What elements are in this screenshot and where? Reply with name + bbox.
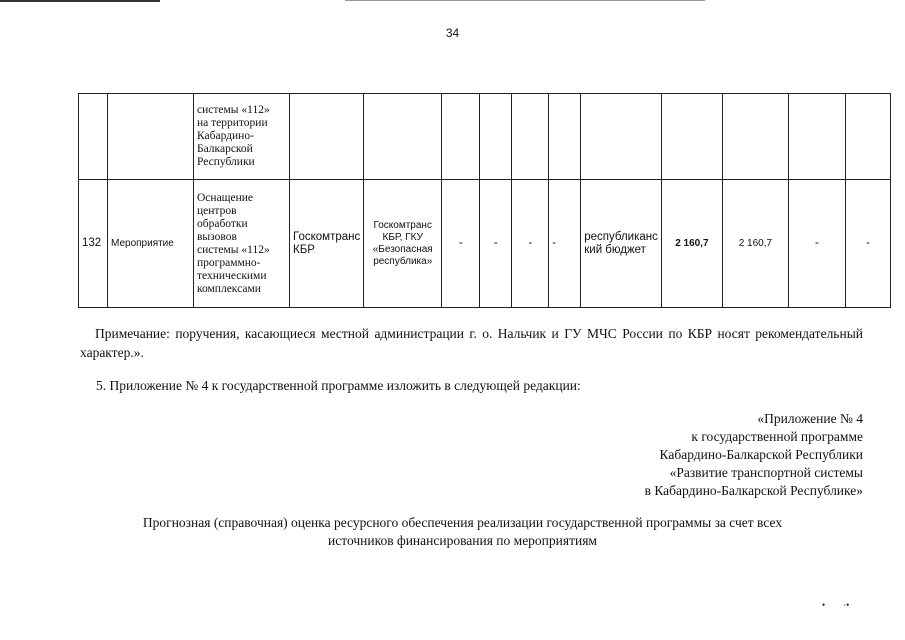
scan-specks: • ·• (822, 600, 850, 610)
year2-cell: - (788, 180, 845, 308)
year3-cell: - (845, 180, 890, 308)
description-cell: Оснащение центров обработки вызовов системы «112» программно- техническими комплексами (194, 180, 290, 308)
document-title: Прогнозная (справочная) оценка ресурсного обеспечения реализации государственной программы за счет всех источников финансирования по мероприятиям (142, 515, 783, 548)
total-cell: 2 160,7 (661, 180, 722, 308)
scan-artifact-line (345, 0, 705, 1)
source-cell: республиканс кий бюджет (581, 180, 662, 308)
year1-cell: 2 160,7 (722, 180, 788, 308)
scan-artifact-line (0, 0, 160, 2)
page-number: 34 (445, 26, 460, 40)
table-row (79, 94, 891, 180)
participants-cell: Госкомтранс КБР, ГКУ «Безопасная республика» (364, 180, 442, 308)
responsible-cell: Госкомтранс КБР (290, 180, 364, 308)
paragraph-5: 5. Приложение № 4 к государственной программе изложить в следующей редакции: (96, 378, 581, 393)
table-row (79, 180, 891, 308)
dash-cell: - (512, 180, 549, 308)
row-number: 132 (79, 180, 108, 308)
appendix-heading: «Приложение № 4 к государственной программе Кабардино-Балкарской Республики «Развитие транспортной системы в Кабардино-Балкарской Республике» (644, 411, 863, 498)
dash-cell: - (480, 180, 512, 308)
dash-cell: - (442, 180, 480, 308)
measures-table (78, 93, 891, 308)
description-cell: системы «112» на территории Кабардино- Балкарской Республики (194, 94, 290, 180)
note-paragraph: Примечание: поручения, касающиеся местной администрации г. о. Нальчик и ГУ МЧС России по КБР носят рекомендательный характер.». (80, 326, 863, 360)
dash-cell: - (549, 180, 581, 308)
row-type: Мероприятие (108, 180, 194, 308)
